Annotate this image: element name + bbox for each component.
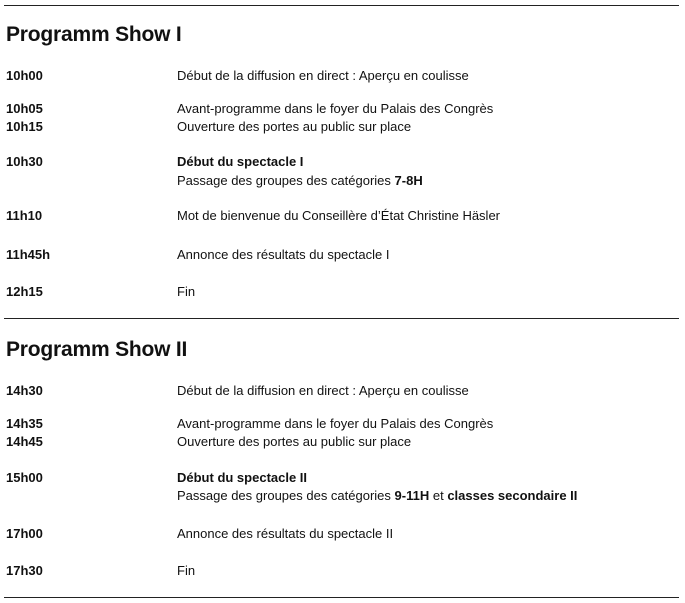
schedule-time: 10h30 bbox=[6, 154, 43, 169]
subtext-plain: Passage des groupes des catégories bbox=[177, 173, 395, 188]
category-highlight: classes secondaire II bbox=[447, 488, 578, 503]
category-highlight: 9-11H bbox=[394, 488, 430, 503]
schedule-time: 11h10 bbox=[6, 208, 43, 223]
show2-title: Programm Show II bbox=[6, 338, 188, 361]
schedule-text: Début de la diffusion en direct : Aperçu en coulisse bbox=[177, 68, 469, 83]
schedule-text: Annonce des résultats du spectacle II bbox=[177, 526, 394, 541]
show1-title: Programm Show I bbox=[6, 23, 182, 46]
schedule-time: 11h45h bbox=[6, 247, 51, 262]
schedule-text: Ouverture des portes au public sur place bbox=[177, 434, 412, 449]
schedule-text: Avant-programme dans le foyer du Palais des Congrès bbox=[177, 101, 494, 116]
schedule-time: 14h35 bbox=[6, 416, 43, 431]
schedule-text: Début de la diffusion en direct : Aperçu en coulisse bbox=[177, 383, 469, 398]
schedule-text: Fin bbox=[177, 284, 196, 299]
schedule-time: 10h00 bbox=[6, 68, 43, 83]
schedule-time: 10h15 bbox=[6, 119, 43, 134]
schedule-subtext bbox=[177, 172, 423, 190]
subtext-plain: Passage des groupes des catégories bbox=[177, 488, 395, 503]
schedule-text: Avant-programme dans le foyer du Palais des Congrès bbox=[177, 416, 494, 431]
schedule-time: 12h15 bbox=[6, 284, 43, 299]
schedule-time: 10h05 bbox=[6, 101, 43, 116]
schedule-time: 14h45 bbox=[6, 434, 43, 449]
schedule-time: 17h00 bbox=[6, 526, 43, 541]
schedule-subtext bbox=[177, 487, 577, 505]
top-divider bbox=[4, 5, 679, 6]
bottom-divider bbox=[4, 597, 679, 598]
schedule-text: Ouverture des portes au public sur place bbox=[177, 119, 412, 134]
category-highlight: 7-8H bbox=[394, 173, 423, 188]
section-divider bbox=[4, 318, 679, 319]
schedule-text: Annonce des résultats du spectacle I bbox=[177, 247, 390, 262]
subtext-plain: et bbox=[429, 488, 448, 503]
schedule-text: Début du spectacle I bbox=[177, 154, 304, 169]
schedule-text: Mot de bienvenue du Conseillère d’État Christine Häsler bbox=[177, 208, 501, 223]
schedule-text: Fin bbox=[177, 563, 196, 578]
schedule-time: 14h30 bbox=[6, 383, 43, 398]
schedule-text: Début du spectacle II bbox=[177, 470, 308, 485]
schedule-time: 17h30 bbox=[6, 563, 43, 578]
schedule-time: 15h00 bbox=[6, 470, 43, 485]
